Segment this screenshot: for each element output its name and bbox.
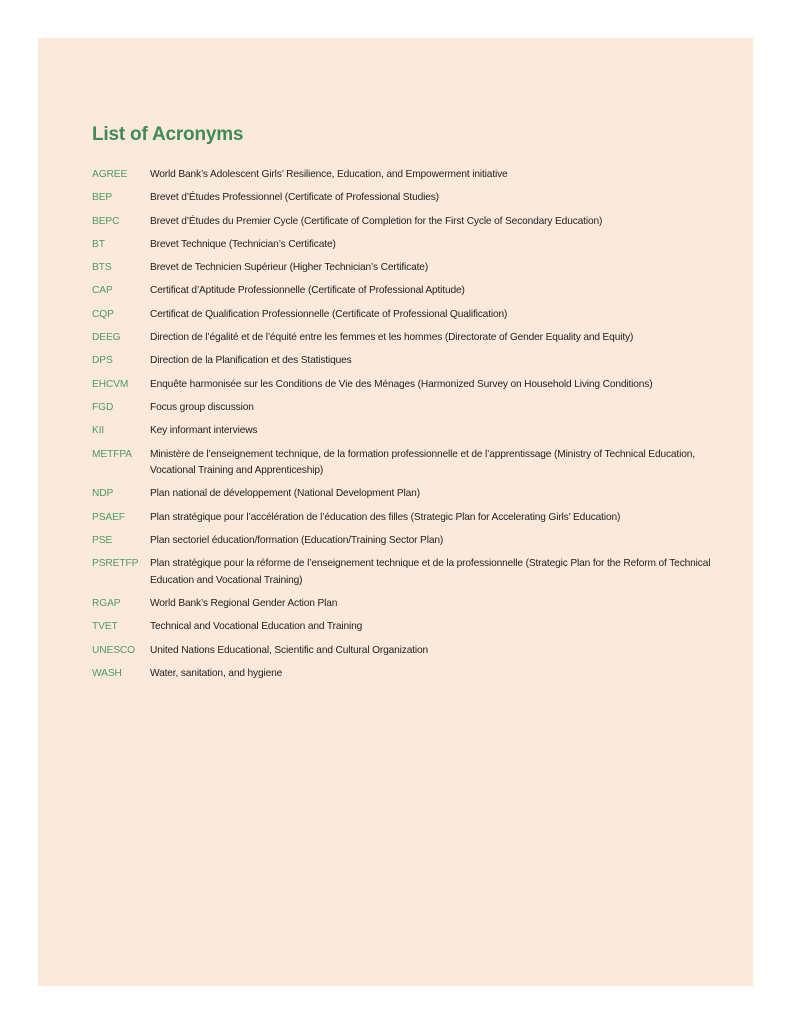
acronym-row xyxy=(92,190,712,207)
acronym-definition: Plan stratégique pour l’accélération de l’éducation des filles (Strategic Plan for Accelerating Girls’ Education) xyxy=(150,511,621,523)
acronym-abbreviation: CAP xyxy=(92,285,113,297)
acronym-definition: Brevet d’Études du Premier Cycle (Certificate of Completion for the First Cycle of Secondary Education) xyxy=(150,215,603,227)
acronym-abbreviation: NDP xyxy=(92,488,114,500)
acronym-abbreviation: BEP xyxy=(92,192,113,204)
acronym-row xyxy=(92,486,712,503)
acronym-row xyxy=(92,619,712,636)
acronym-abbreviation: BEPC xyxy=(92,215,120,227)
acronym-abbreviation: PSAEF xyxy=(92,511,125,523)
acronym-abbreviation: DEEG xyxy=(92,332,121,344)
acronym-definition: World Bank’s Regional Gender Action Plan xyxy=(150,598,338,610)
acronym-row xyxy=(92,533,712,550)
acronym-row xyxy=(92,167,712,184)
acronym-abbreviation: TVET xyxy=(92,621,118,633)
acronym-abbreviation: METFPA xyxy=(92,448,132,460)
acronym-abbreviation: CQP xyxy=(92,308,114,320)
acronym-row xyxy=(92,666,712,683)
acronym-row xyxy=(92,447,712,480)
acronym-abbreviation: BT xyxy=(92,238,105,250)
acronym-abbreviation: WASH xyxy=(92,667,122,679)
acronym-abbreviation: RGAP xyxy=(92,598,121,610)
acronym-row xyxy=(92,237,712,254)
acronym-definition: United Nations Educational, Scientific and Cultural Organization xyxy=(150,644,429,656)
acronym-definition: Brevet de Technicien Supérieur (Higher Technician’s Certificate) xyxy=(150,262,429,274)
acronym-abbreviation: PSRETFP xyxy=(92,558,139,570)
acronym-definition: Plan national de développement (National Development Plan) xyxy=(150,488,420,500)
acronym-definition: Technical and Vocational Education and Training xyxy=(150,621,363,633)
acronym-row xyxy=(92,353,712,370)
acronym-row xyxy=(92,260,712,277)
page-title: List of Acronyms xyxy=(92,124,244,145)
acronym-row xyxy=(92,283,712,300)
acronym-abbreviation: FGD xyxy=(92,401,114,413)
acronym-definition: Direction de la Planification et des Statistiques xyxy=(150,355,352,367)
acronym-definition: Direction de l’égalité et de l’équité entre les femmes et les hommes (Directorate of Gender Equality and Equity) xyxy=(150,332,634,344)
acronym-definition: Enquête harmonisée sur les Conditions de Vie des Ménages (Harmonized Survey on Household Living Conditions) xyxy=(150,378,653,390)
acronym-definition: Plan sectoriel éducation/formation (Education/Training Sector Plan) xyxy=(150,534,444,546)
acronym-definition: Plan stratégique pour la réforme de l’enseignement technique et de la professionnelle (Strategic Plan for the Reform of Technical Education and Vocational Training) xyxy=(150,558,711,586)
acronym-row xyxy=(92,214,712,231)
acronym-definition: Certificat de Qualification Professionnelle (Certificate of Professional Qualification) xyxy=(150,308,508,320)
acronym-abbreviation: BTS xyxy=(92,262,112,274)
acronym-definition: Water, sanitation, and hygiene xyxy=(150,667,283,679)
acronym-row xyxy=(92,643,712,660)
page-panel xyxy=(38,38,753,986)
acronym-definition: Focus group discussion xyxy=(150,401,254,413)
acronym-abbreviation: EHCVM xyxy=(92,378,129,390)
acronym-abbreviation: AGREE xyxy=(92,169,128,180)
acronym-definition: Certificat d’Aptitude Professionnelle (Certificate of Professional Aptitude) xyxy=(150,285,465,297)
acronym-definition: Ministère de l’enseignement technique, de la formation professionnelle et de l’apprentissage (Ministry of Technical Education, Vocational Training and Apprenticeship) xyxy=(150,448,695,477)
acronym-abbreviation: PSE xyxy=(92,534,113,546)
acronym-row xyxy=(92,423,712,440)
acronym-row xyxy=(92,400,712,417)
acronym-row xyxy=(92,510,712,527)
acronym-abbreviation: KII xyxy=(92,425,105,437)
acronym-row xyxy=(92,596,712,613)
acronym-definition: Brevet d’Études Professionnel (Certificate of Professional Studies) xyxy=(150,192,439,204)
acronym-abbreviation: DPS xyxy=(92,355,113,367)
acronym-definition: Key informant interviews xyxy=(150,425,258,437)
acronym-abbreviation: UNESCO xyxy=(92,644,135,656)
acronym-row xyxy=(92,377,712,394)
acronym-definition: Brevet Technique (Technician’s Certificate) xyxy=(150,238,336,250)
acronym-row xyxy=(92,330,712,347)
acronym-definition: World Bank’s Adolescent Girls’ Resilience, Education, and Empowerment initiative xyxy=(150,169,508,180)
acronym-list xyxy=(92,167,712,689)
acronym-row xyxy=(92,556,712,589)
acronym-row xyxy=(92,307,712,324)
